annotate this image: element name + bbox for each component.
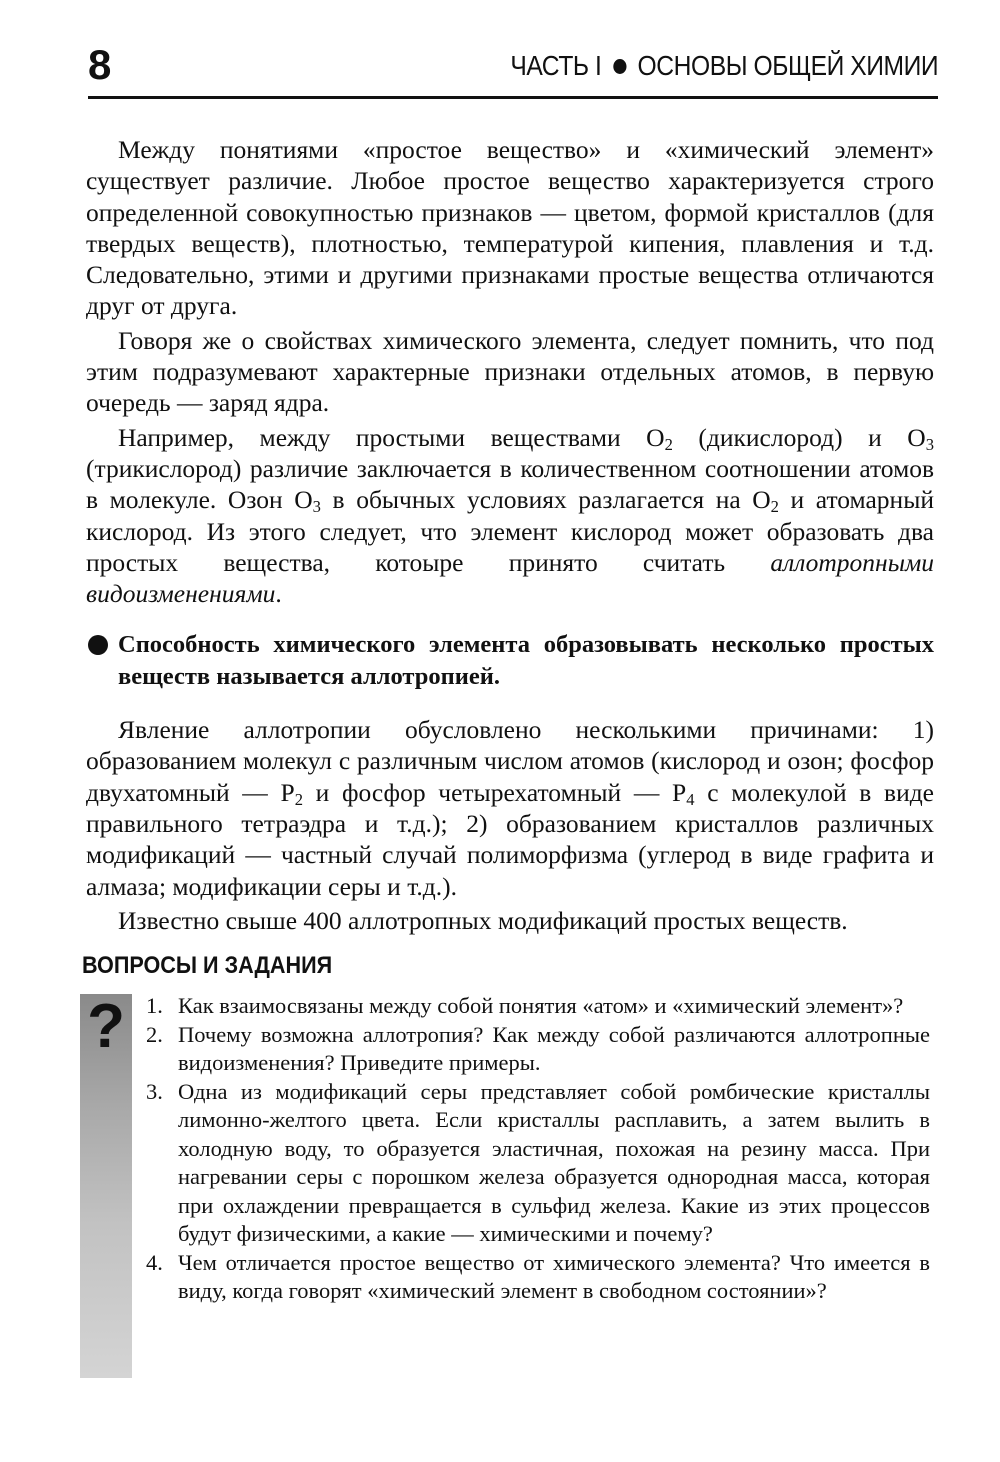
list-item [146, 1249, 930, 1306]
question-sidebar [80, 994, 132, 1378]
paragraph-3: Например, между простыми веществами $O_2$ (дикислород) и $O_3$ (трикислород) различие заключается в количественном соотношении атомов в молекуле. Озон $O_3$ в обычных условиях разлагается на $O_2$ и атомарный кислород. Из этого следует, что элемент кислород может образовать два простых вещества, котоыре принято считать аллотропными видоизменениями. [86, 422, 934, 609]
list-item [146, 1078, 930, 1249]
item-text: Почему возможна аллотропия? Как между собой различаются аллотропные видоизменения? Приведите примеры. [178, 1021, 930, 1075]
bullet-icon [613, 59, 626, 74]
item-text: Одна из модификаций серы представляет собой ромбические кристаллы лимонно-желтого цвета. Если кристаллы расплавить, а затем вылить в холодную воду, то образуется эластичная, похожая на резину масса. При нагревании серы с порошком железа образуется однородная масса, которая при охлаждении превращается в сульфид железа. Какие из этих процессов будут физическими, а какие — химическими и почему? [178, 1078, 930, 1246]
definition-callout [86, 629, 934, 692]
page-number: 8 [88, 41, 112, 88]
bullet-icon [88, 635, 108, 655]
italic-term: аллотропными видоизменениями [86, 547, 934, 609]
item-text: Чем отличается простое вещество от химического элемента? Что имеется в виду, когда говорят «химический элемент в свободном состоянии»? [178, 1249, 930, 1303]
paragraph-4: Явление аллотропии обусловлено несколькими причинами: 1) образованием молекул с различным числом атомов (кислород и озон; фосфор двухатомный — $P_2$ и фосфор четырехатомный — $P_4$ с молекулой в виде правильного тетраэдра и т.д.); 2) образованием кристаллов различных модификаций — частный случай полиморфизма (углерод в виде графита и алмаза; модификации серы и т.д.). [86, 715, 935, 901]
main-text [86, 134, 934, 936]
questions-heading: ВОПРОСЫ И ЗАДАНИЯ [82, 952, 333, 979]
part-label: ЧАСТЬ I [510, 50, 602, 81]
running-head [510, 48, 938, 84]
list-item [146, 992, 930, 1021]
paragraph-5: Известно свыше 400 аллотропных модификаций простых веществ. [118, 905, 848, 935]
item-number: 2. [146, 1021, 163, 1047]
item-number: 1. [146, 993, 163, 1018]
item-number: 4. [146, 1249, 163, 1275]
definition-text: Способность химического элемента образовывать несколько простых веществ называется аллотропией. [118, 631, 934, 690]
paragraph-1: Между понятиями «простое вещество» и «химический элемент» существует различие. Любое простое вещество характеризуется строго определенной совокупностью признаков — цветом, формой кристаллов (для твердых веществ), плотностью, температурой кипения, плавления и т.д. Следовательно, этими и другими признаками простые вещества отличаются друг от друга. [86, 135, 934, 321]
section-title: ОСНОВЫ ОБЩЕЙ ХИМИИ [637, 50, 938, 81]
page-header [88, 40, 938, 99]
question-mark-icon: ? [87, 992, 125, 1061]
item-number: 3. [146, 1078, 163, 1104]
list-item [146, 1021, 930, 1078]
paragraph-2: Говоря же о свойствах химического элемента, следует помнить, что под этим подразумевают характерные признаки отдельных атомов, в первую очередь — заряд ядра. [86, 325, 934, 418]
questions-list [146, 992, 930, 1306]
item-text: Как взаимосвязаны между собой понятия «атом» и «химический элемент»? [178, 993, 904, 1018]
